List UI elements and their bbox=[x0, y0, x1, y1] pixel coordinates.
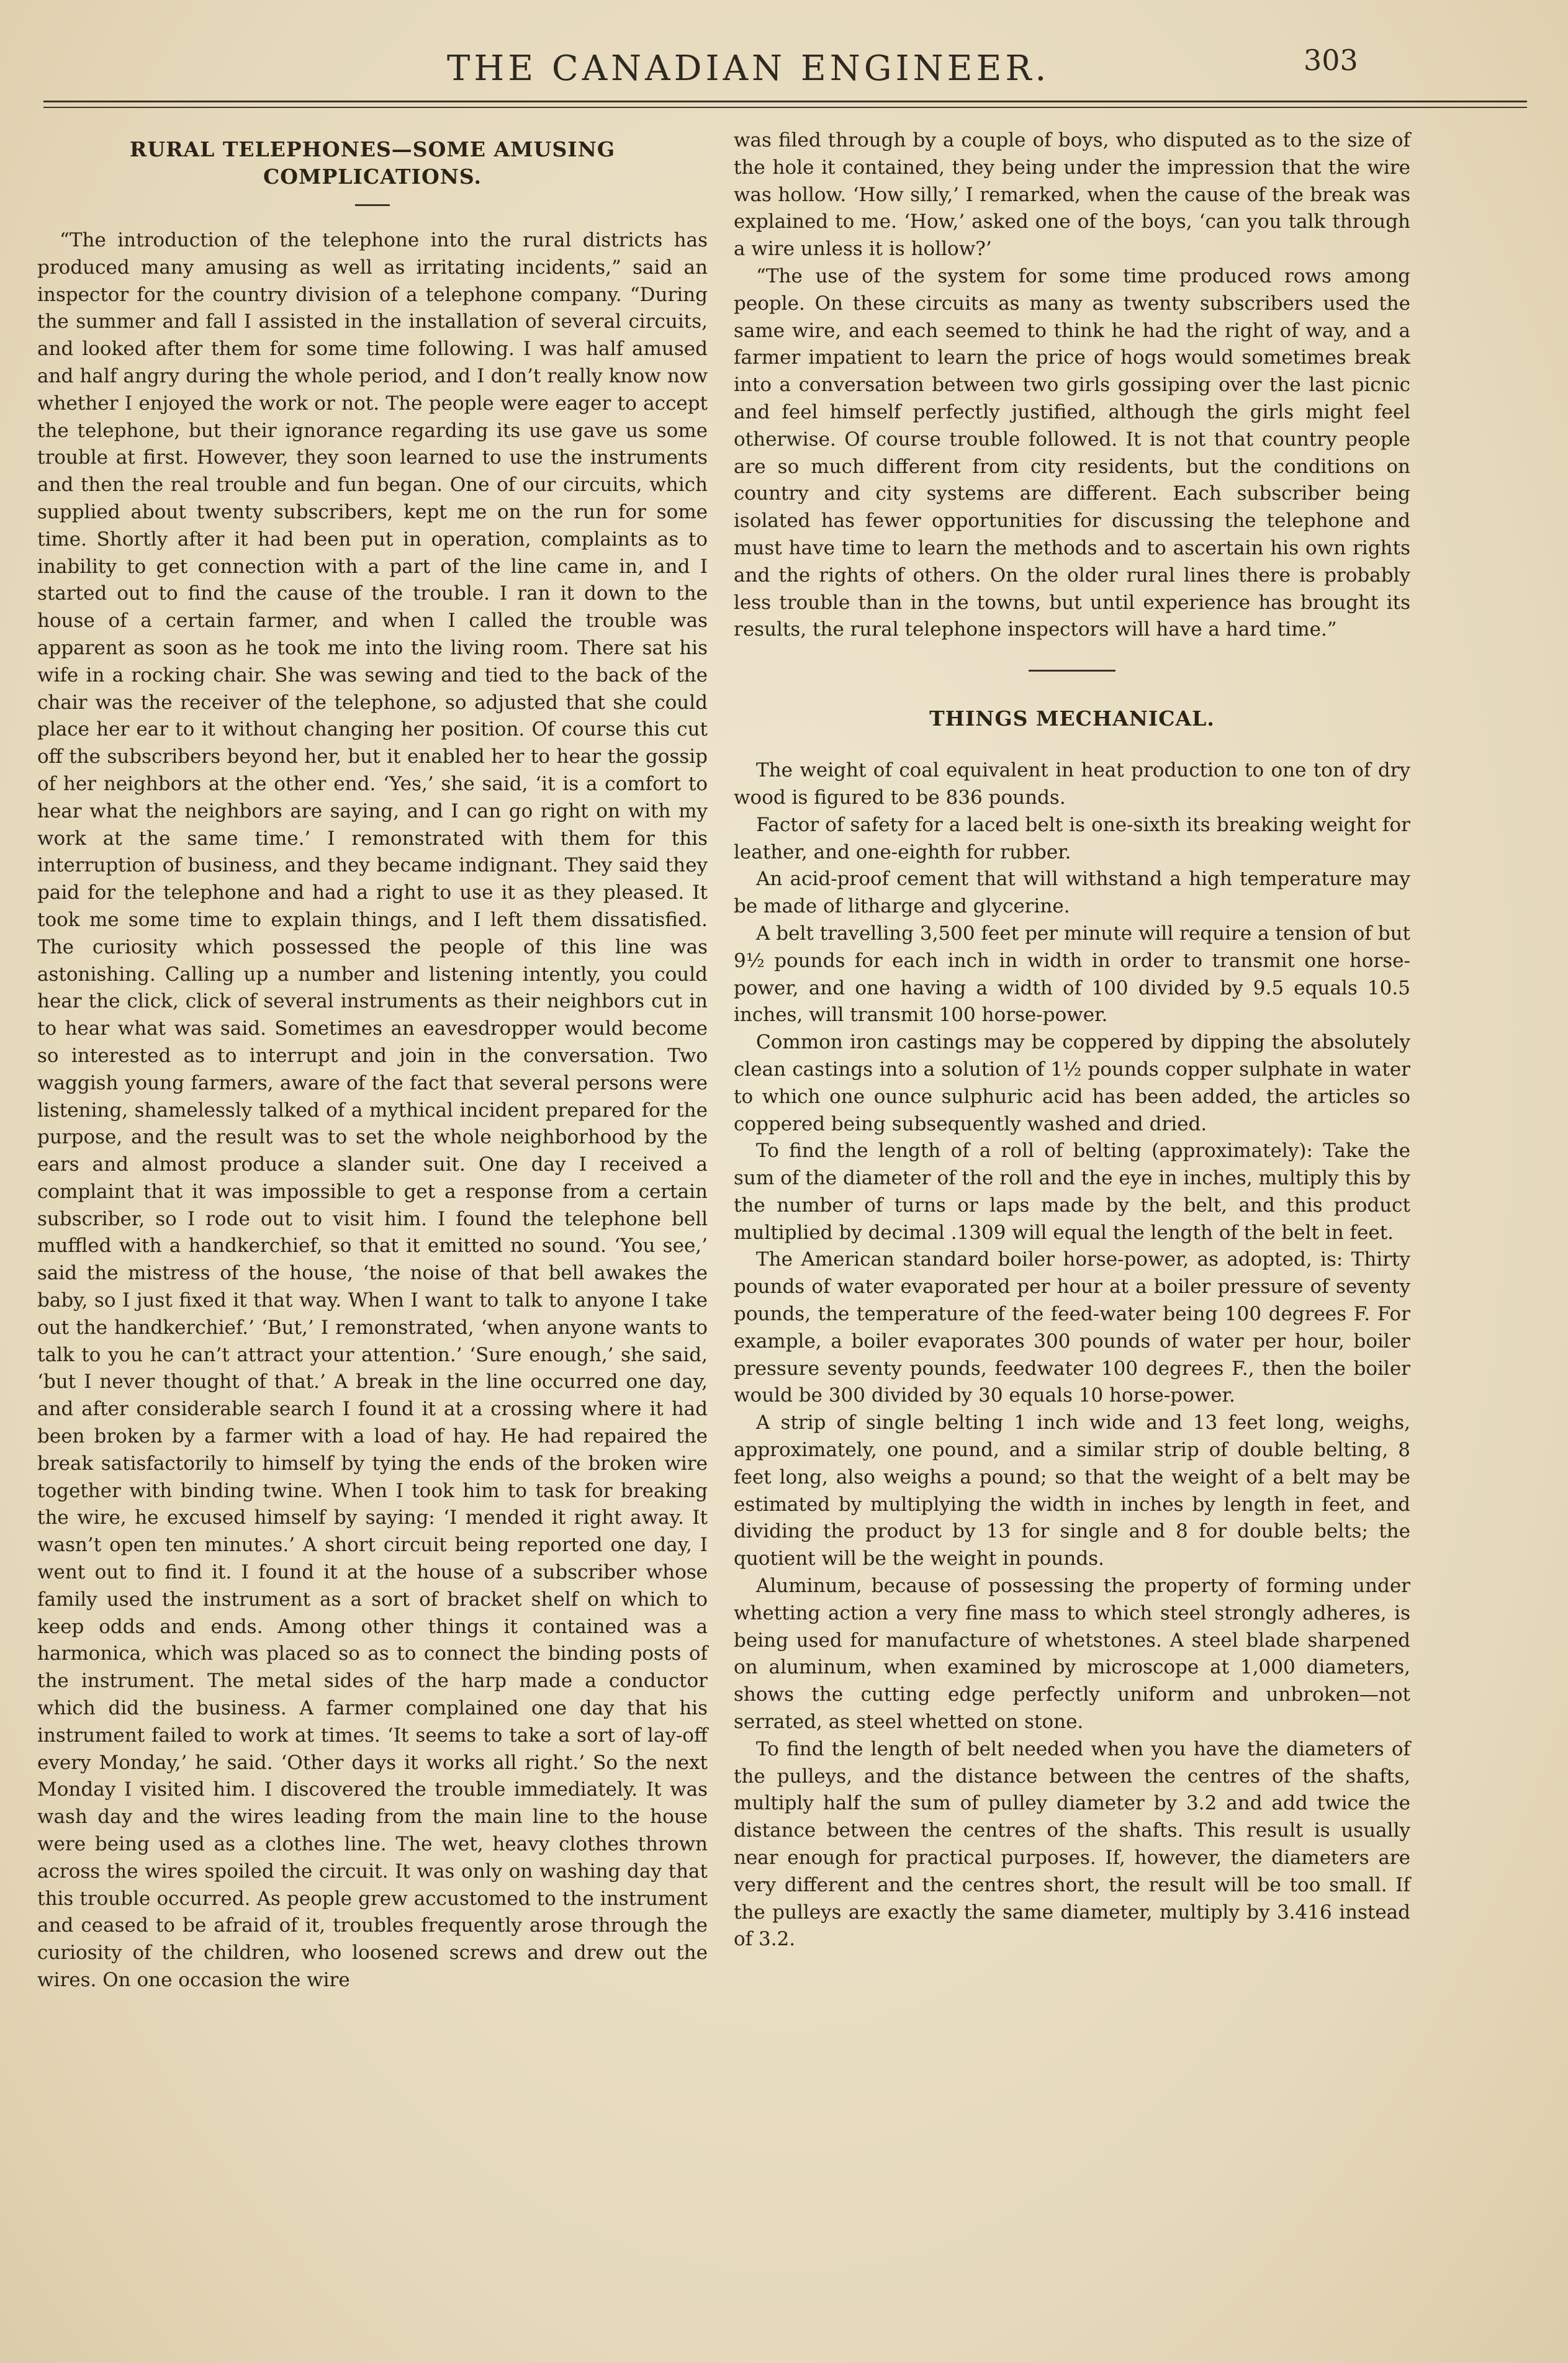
mechanical-paragraph: To find the length of a roll of belting (approximately): Take the sum of the diameter of the roll and the eye in inches, multiply this by the number of turns or laps made by the belt, and this product multiplied by decimal .1309 will equal the length of the belt in feet. bbox=[734, 1140, 1410, 1244]
journal-title: THE CANADIAN ENGINEER. bbox=[447, 48, 1050, 89]
header-rule-thin bbox=[43, 107, 1527, 108]
article-title-things-mechanical: THINGS MECHANICAL. bbox=[929, 706, 1215, 731]
article-title-line-2: COMPLICATIONS. bbox=[263, 164, 482, 189]
article-body-continued: was filed through by a couple of boys, who disputed as to the size of the hole it contained, they being under the impression that the wire was hollow. ‘How silly,’ I remarked, when the cause of the break was explained to me. ‘How,’ asked one of the boys, ‘can you talk through a wire unless it is hollow?’ bbox=[734, 129, 1410, 261]
mechanical-paragraph: A belt travelling 3,500 feet per minute will require a tension of but 9½ pounds for each inch in width in order to transmit one horse-power, and one having a width of 100 divided by 9.5 equals 10.5 inches, will transmit 100 horse-power. bbox=[734, 922, 1410, 1027]
running-head bbox=[0, 36, 1568, 92]
mechanical-paragraph: The American standard boiler horse-power, as adopted, is: Thirty pounds of water evaporated per hour at a boiler pressure of seventy pounds, the temperature of the feed-water being 100 degrees F. For example, a boiler evaporates 300 pounds of water per hour, boiler pressure seventy pounds, feedwater 100 degrees F., then the boiler would be 300 divided by 30 equals 10 horse-power. bbox=[734, 1248, 1410, 1407]
section-divider bbox=[1029, 670, 1115, 672]
mechanical-paragraph: Common iron castings may be coppered by dipping the absolutely clean castings into a solution of 1½ pounds copper sulphate in water to which one ounce sulphuric acid has been added, the articles so coppered being subsequently washed and dried. bbox=[734, 1031, 1410, 1135]
mechanical-paragraph: A strip of single belting 1 inch wide and 13 feet long, weighs, approximately, one pound, and a similar strip of double belting, 8 feet long, also weighs a pound; so that the weight of a belt may be estimated by multiplying the width in inches by length in feet, and dividing the product by 13 for single and 8 for double belts; the quotient will be the weight in pounds. bbox=[734, 1411, 1410, 1570]
mechanical-paragraph: The weight of coal equivalent in heat production to one ton of dry wood is figured to be 836 pounds. bbox=[734, 759, 1410, 809]
right-column bbox=[734, 127, 1410, 1953]
article-body-paragraph: “The use of the system for some time produced rows among people. On these circuits as many as twenty subscribers used the same wire, and each seemed to think he had the right of way, and a farmer impatient to learn the price of hogs would sometimes break into a conversation between two girls gossiping over the last picnic and feel himself perfectly justified, although the girls might feel otherwise. Of course trouble followed. It is not that country people are so much different from city residents, but the conditions on country and city systems are different. Each subscriber being isolated has fewer opportunities for discussing the telephone and must have time to learn the methods and to ascertain his own rights and the rights of others. On the older rural lines there is probably less trouble than in the towns, but until experience has brought its results, the rural telephone inspectors will have a hard time.” bbox=[734, 264, 1410, 641]
title-rule bbox=[355, 204, 390, 206]
mechanical-paragraph: To find the length of belt needed when you have the diameters of the pulleys, and the distance between the centres of the shafts, multiply half the sum of pulley diameter by 3.2 and add twice the distance between the centres of the shafts. This result is usually near enough for practical purposes. If, however, the diameters are very different and the centres short, the result will be too small. If the pulleys are exactly the same diameter, multiply by 3.416 instead of 3.2. bbox=[734, 1737, 1410, 1951]
article-title-line-1: RURAL TELEPHONES—SOME AMUSING bbox=[129, 137, 616, 161]
mechanical-paragraph: Aluminum, because of possessing the property of forming under whetting action a very fine mass to which steel strongly adheres, is being used for manufacture of whetstones. A steel blade sharpened on aluminum, when examined by microscope at 1,000 diameters, shows the cutting edge perfectly uniform and unbroken—not serrated, as steel whetted on stone. bbox=[734, 1575, 1410, 1734]
mechanical-paragraph: An acid-proof cement that will withstand a high temperature may be made of litharge and glycerine. bbox=[734, 868, 1410, 918]
page-number: 303 bbox=[1304, 43, 1358, 77]
article-body-paragraph: “The introduction of the telephone into the rural districts has produced many amusing as well as irritating incidents,” said an inspector for the country division of a telephone company. “During the summer and fall I assisted in the installation of several circuits, and looked after them for some time following. I was half amused and half angry during the whole period, and I don’t really know now whether I enjoyed the work or not. The people were eager to accept the telephone, but their ignorance regarding its use gave us some trouble at first. However, they soon learned to use the instruments and then the real trouble and fun began. One of our circuits, which supplied about twenty subscribers, kept me on the run for some time. Shortly after it had been put in operation, complaints as to inability to get connection with a part of the line came in, and I started out to find the cause of the trouble. I ran it down to the house of a certain farmer, and when I called the trouble was apparent as soon as he took me into the living room. There sat his wife in a rocking chair. She was sewing and tied to the back of the chair was the receiver of the telephone, so adjusted that she could place her ear to it without changing her position. Of course this cut off the subscribers beyond her, but it enabled her to hear the gossip of her neighbors at the other end. ‘Yes,’ she said, ‘it is a comfort to hear what the neighbors are saying, and I can go right on with my work at the same time.’ I remonstrated with them for this interruption of business, and they became indignant. They said they paid for the telephone and had a right to use it as they pleased. It took me some time to explain things, and I left them dissatisfied. The curiosity which possessed the people of this line was astonishing. Calling up a number and listening intently, you could hear the click, click of several instruments as their neighbors cut in to hear what was said. Sometimes an eavesdropper would become so interested as to interrupt and join in the conversation. Two waggish young farmers, aware of the fact that several persons were listening, shamelessly talked of a mythical incident prepared for the purpose, and the result was to set the whole neighborhood by the ears and almost produce a slander suit. One day I received a complaint that it was impossible to get a response from a certain subscriber, so I rode out to visit him. I found the telephone bell muffled with a handkerchief, so that it emitted no sound. ‘You see,’ said the mistress of the house, ‘the noise of that bell awakes the baby, so I just fixed it that way. When I want to talk to anyone I take out the handkerchief.’ ‘But,’ I remonstrated, ‘when anyone wants to talk to you he can’t attract your attention.’ ‘Sure enough,’ she said, ‘but I never thought of that.’ A break in the line occurred one day, and after considerable search I found it at a crossing where it had been broken by a farmer with a load of hay. He had repaired the break satisfactorily to himself by tying the ends of the broken wire together with binding twine. When I took him to task for breaking the wire, he excused himself by saying: ‘I mended it right away. It wasn’t open ten minutes.’ A short circuit being reported one day, I went out to find it. I found it at the house of a subscriber whose family used the instrument as a sort of bracket shelf on which to keep odds and ends. Among other things it contained was a harmonica, which was placed so as to connect the binding posts of the instrument. The metal sides of the harp made a conductor which did the business. A farmer complained one day that his instrument failed to work at times. ‘It seems to take a sort of lay-off every Monday,’ he said. ‘Other days it works all right.’ So the next Monday I visited him. I discovered the trouble immediately. It was wash day and the wires leading from the main line to the house were being used as a clothes line. The wet, heavy clothes thrown across the wires spoiled the circuit. It was only on washing day that this trouble occurred. As people grew accustomed to the instrument and ceased to be afraid of it, troubles frequently arose through the curiosity of the children, who loosened screws and drew out the wires. On one occasion the wire bbox=[37, 229, 708, 1991]
left-column bbox=[37, 127, 708, 1994]
mechanical-paragraph: Factor of safety for a laced belt is one-sixth its breaking weight for leather, and one-eighth for rubber. bbox=[734, 813, 1410, 863]
header-rule bbox=[43, 101, 1527, 102]
article-title-rural-telephones bbox=[37, 136, 708, 191]
